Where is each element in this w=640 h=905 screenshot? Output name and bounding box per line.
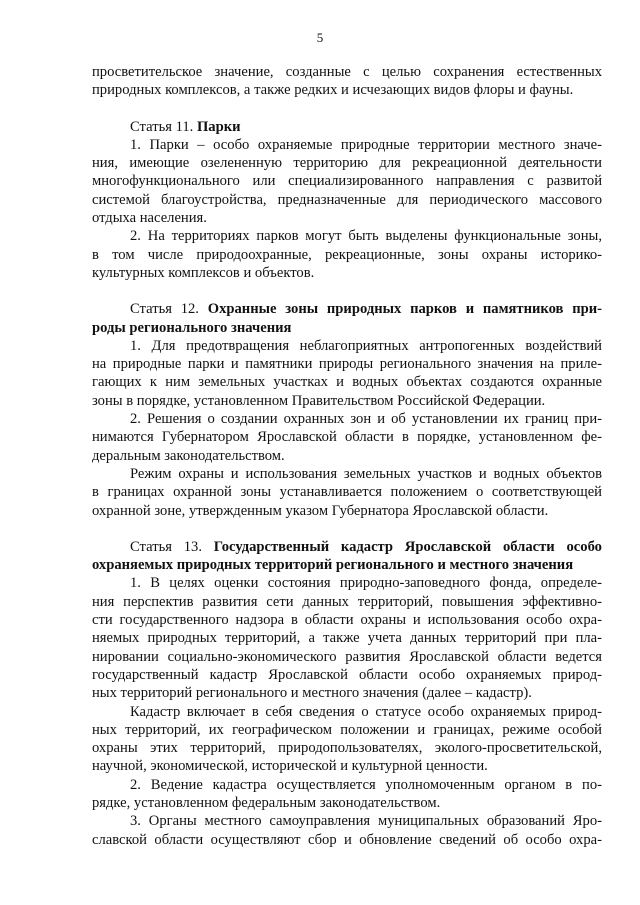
text-line: деральным законодательством. xyxy=(92,447,285,464)
page-number: 5 xyxy=(316,30,324,45)
text-line: культурных комплексов и объектов. xyxy=(92,264,315,281)
text-line: на природные парки и памятники природы регионального значения на приле- xyxy=(92,356,602,373)
text-line: многофункционального или специализированного направления с развитой xyxy=(92,173,602,190)
text-line: 1. Для предотвращения неблагоприятных антропогенных воздействий xyxy=(130,337,602,354)
article-heading: Статья 12. Охранные зоны природных парков и памятников при- xyxy=(130,301,602,318)
text-line: научной, экономической, исторической и культурной ценности. xyxy=(92,758,488,775)
text-line: 2. Решения о создании охранных зон и об установлении их границ при- xyxy=(130,411,602,428)
text-line: нимаются Губернатором Ярославской области в порядке, установленном фе- xyxy=(92,429,602,446)
article-title: Охранные зоны природных парков и памятников при- xyxy=(207,301,602,318)
text-line: ния, имеющие озелененную территорию для рекреационной деятельности xyxy=(92,155,602,172)
article-12 xyxy=(92,300,602,520)
text-line: в том числе природоохранные, рекреационные, зоны охраны историко- xyxy=(92,246,602,263)
text-line: просветительское значение, созданные с целью сохранения естественных xyxy=(92,64,602,80)
article-heading-continued: роды регионального значения xyxy=(92,319,292,336)
document-body xyxy=(92,63,602,849)
article-11 xyxy=(92,118,602,283)
text-line: зоны в порядке, установленном Правительством Российской Федерации. xyxy=(92,392,546,409)
article-title: Государственный кадастр Ярославской области особо xyxy=(213,538,602,555)
text-line: охраны этих территорий, природопользователях, эколого-просветительской, xyxy=(92,740,602,757)
article-heading: Статья 13. Государственный кадастр Ярославской области особо xyxy=(130,538,602,555)
text-line: Режим охраны и использования земельных участков и водных объектов xyxy=(130,465,602,482)
text-line: нировании социально-экономического развития Ярославской области ведется xyxy=(92,648,602,665)
text-line: рядке, установленном федеральным законодательством. xyxy=(92,794,441,811)
text-line: 1. В целях оценки состояния природно-заповедного фонда, определе- xyxy=(130,575,602,592)
text-line: в границах охранной зоны устанавливается положением о соответствующей xyxy=(92,484,602,501)
text-line: охранной зоне, утвержденным указом Губернатора Ярославской области. xyxy=(92,502,549,519)
text-line: 1. Парки – особо охраняемые природные территории местного значе- xyxy=(130,136,602,153)
text-line: государственный кадастр Ярославской области особо охраняемых природ- xyxy=(92,666,602,683)
article-heading: Статья 11. Парки xyxy=(130,118,241,135)
text-line: ных территорий регионального и местного значения (далее – кадастр). xyxy=(92,685,532,702)
text-line: сти государственного надзора в области охраны и использования особо охра- xyxy=(92,612,602,629)
article-title: Парки xyxy=(196,118,241,135)
text-line: природных комплексов, а также редких и исчезающих видов флоры и фауны. xyxy=(92,82,574,99)
text-line: ных территорий, их географическом положении и границах, режиме особой xyxy=(92,721,602,738)
text-line: 2. Ведение кадастра осуществляется уполномоченным органом в по- xyxy=(130,776,602,793)
text-line: Кадастр включает в себя сведения о статусе особо охраняемых природ- xyxy=(130,703,602,720)
text-line: няемых природных территорий, а также учета данных территорий при пла- xyxy=(92,630,602,647)
text-line: системой благоустройства, предназначенные для периодического массового xyxy=(92,191,602,208)
text-line: 3. Органы местного самоуправления муниципальных образований Яро- xyxy=(130,813,602,830)
text-line: гающих к ним земельных участках и водных объектах создаются охранные xyxy=(92,374,602,391)
text-line: ния перспектив развития сети данных территорий, повышения эффективно- xyxy=(92,593,602,610)
text-line: отдыха населения. xyxy=(92,210,207,227)
article-13 xyxy=(92,538,602,849)
text-line: славской области осуществляют сбор и обновление сведений об особо охра- xyxy=(92,831,602,848)
article-heading-continued: охраняемых природных территорий регионального и местного значения xyxy=(92,557,574,574)
text-line: 2. На территориях парков могут быть выделены функциональные зоны, xyxy=(130,228,602,245)
paragraph-continuation xyxy=(92,63,602,100)
